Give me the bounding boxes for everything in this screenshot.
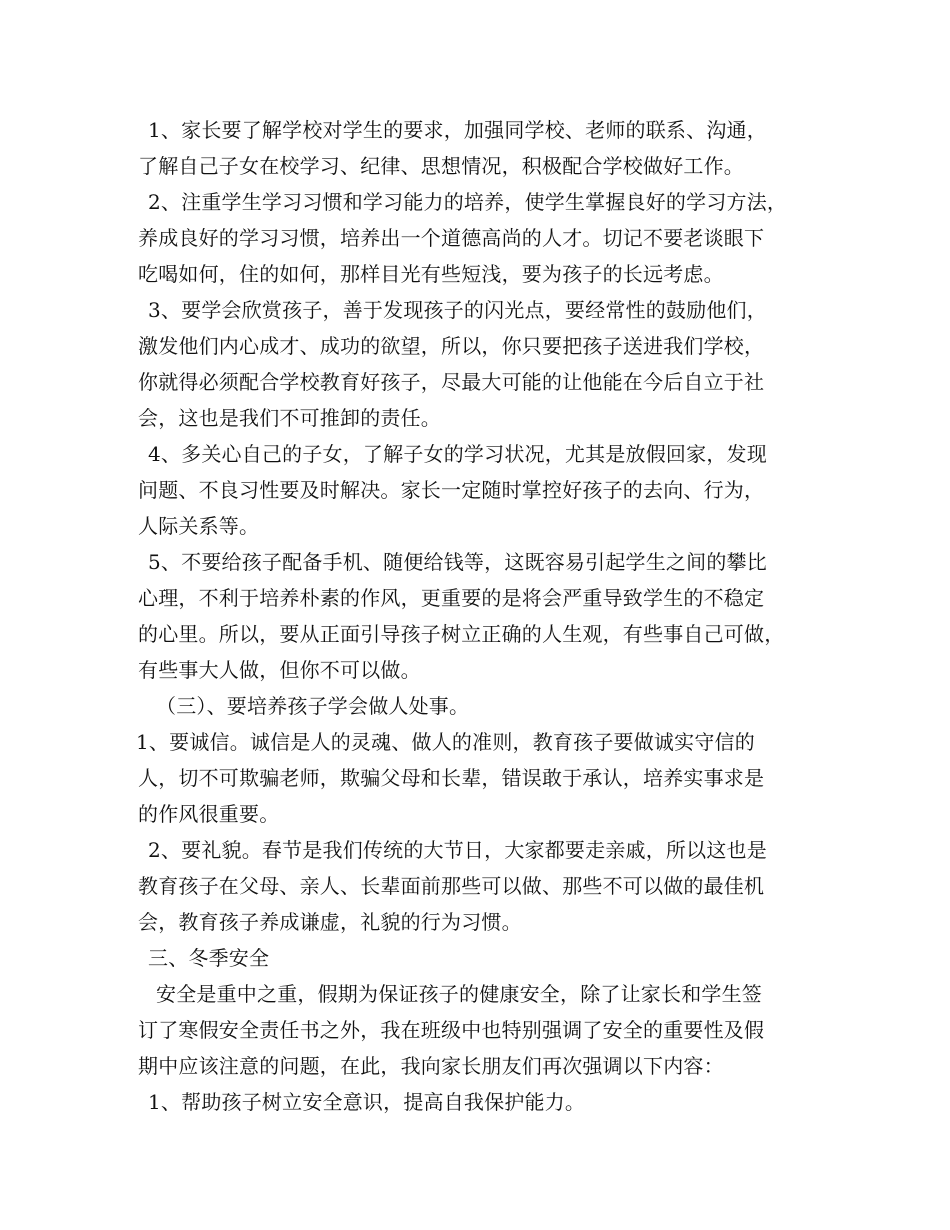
paragraph-line: 5、不要给孩子配备手机、随便给钱等，这既容易引起学生之间的攀比	[148, 550, 767, 574]
paragraph-line: 的作风很重要。	[138, 802, 280, 826]
paragraph-line: 安全是重中之重，假期为保证孩子的健康安全，除了让家长和学生签	[156, 982, 762, 1006]
paragraph-line: 4、多关心自己的子女，了解子女的学习状况，尤其是放假回家，发现	[148, 442, 767, 466]
paragraph-line: 问题、不良习性要及时解决。家长一定随时掌控好孩子的去向、行为，	[138, 478, 765, 502]
paragraph-line: 会，教育孩子养成谦虚，礼貌的行为习惯。	[138, 910, 522, 934]
paragraph-line: 1、帮助孩子树立安全意识，提高自我保护能力。	[148, 1090, 586, 1114]
paragraph-line: 人，切不可欺骗老师，欺骗父母和长辈，错误敢于承认，培养实事求是	[138, 766, 765, 790]
paragraph-line: 3、要学会欣赏孩子，善于发现孩子的闪光点，要经常性的鼓励他们，	[148, 298, 767, 322]
paragraph-line: 会，这也是我们不可推卸的责任。	[138, 406, 441, 430]
paragraph-line: 订了寒假安全责任书之外，我在班级中也特别强调了安全的重要性及假	[138, 1018, 765, 1042]
paragraph-line: 2、注重学生学习习惯和学习能力的培养，使学生掌握良好的学习方法，	[148, 190, 788, 214]
paragraph-line: 的心里。所以，要从正面引导孩子树立正确的人生观，有些事自己可做，	[138, 622, 785, 646]
paragraph-line: 期中应该注意的问题，在此，我向家长朋友们再次强调以下内容：	[138, 1054, 724, 1078]
paragraph-line: 1、要诚信。诚信是人的灵魂、做人的准则，教育孩子要做诚实守信的	[136, 730, 755, 754]
paragraph-line: 养成良好的学习习惯，培养出一个道德高尚的人才。切记不要老谈眼下	[138, 226, 765, 250]
section-heading: 三、冬季安全	[148, 946, 270, 970]
section-heading: （三）、要培养孩子学会做人处事。	[156, 694, 470, 718]
paragraph-line: 有些事大人做，但你不可以做。	[138, 658, 421, 682]
paragraph-line: 吃喝如何，住的如何，那样目光有些短浅，要为孩子的长远考虑。	[138, 262, 724, 286]
document-body	[138, 112, 828, 1120]
paragraph-line: 了解自己子女在校学习、纪律、思想情况，积极配合学校做好工作。	[138, 154, 744, 178]
paragraph-line: 心理，不利于培养朴素的作风，更重要的是将会严重导致学生的不稳定	[138, 586, 765, 610]
paragraph-line: 教育孩子在父母、亲人、长辈面前那些可以做、那些不可以做的最佳机	[138, 874, 765, 898]
paragraph-line: 你就得必须配合学校教育好孩子，尽最大可能的让他能在今后自立于社	[138, 370, 765, 394]
paragraph-line: 1、家长要了解学校对学生的要求，加强同学校、老师的联系、沟通，	[148, 118, 767, 142]
paragraph-line: 人际关系等。	[138, 514, 260, 538]
paragraph-line: 激发他们内心成才、成功的欲望，所以，你只要把孩子送进我们学校，	[138, 334, 765, 358]
paragraph-line: 2、要礼貌。春节是我们传统的大节日，大家都要走亲戚，所以这也是	[148, 838, 767, 862]
